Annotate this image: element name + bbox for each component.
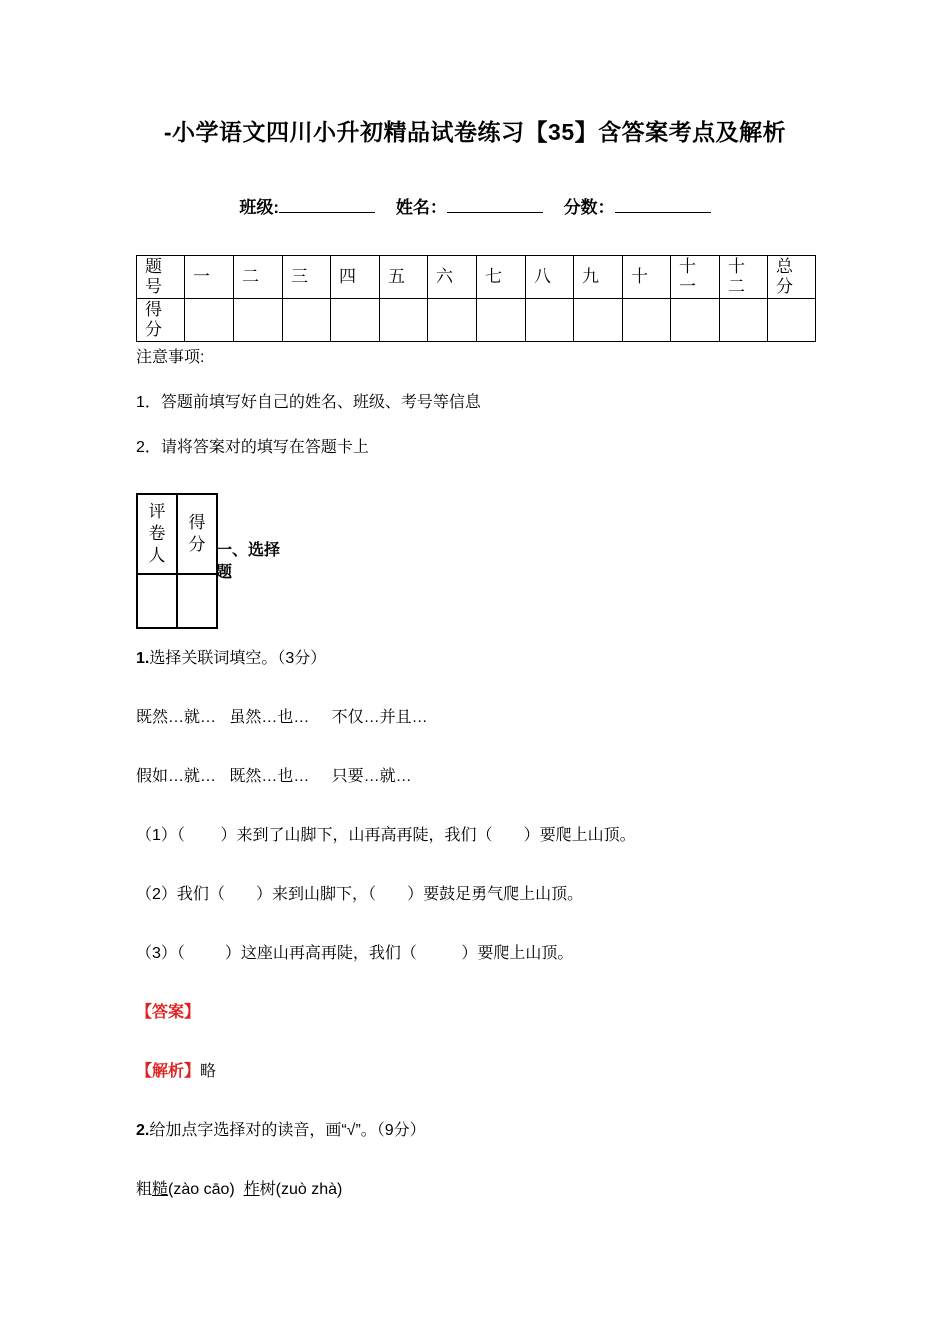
col-header: 五 xyxy=(380,256,428,299)
col-header-11: 十 一 xyxy=(671,256,720,299)
analysis-line xyxy=(136,1058,216,1081)
reviewer-cell[interactable] xyxy=(137,574,177,628)
col-header: 九 xyxy=(574,256,623,299)
score-cell[interactable] xyxy=(283,299,331,342)
score-cell[interactable] xyxy=(428,299,477,342)
score-cell[interactable] xyxy=(526,299,574,342)
score-cell[interactable] xyxy=(574,299,623,342)
question-1-stem: 1.选择关联词填空。（3分） xyxy=(136,650,327,667)
question-number-header: 题 号 xyxy=(137,256,185,299)
col-header: 四 xyxy=(331,256,380,299)
question-1-options-2: 假如…就… 既然…也… 只要…就… xyxy=(136,768,412,785)
student-info-line xyxy=(0,193,950,218)
class-label: 班级: xyxy=(239,198,280,217)
question-2-words: 粗糙(zào cāo) 柞树(zuò zhà) xyxy=(136,1181,343,1198)
score-blank xyxy=(615,198,711,213)
section-heading: 一、选择 题 xyxy=(216,542,281,581)
notes-item-1: 1．答题前填写好自己的姓名、班级、考号等信息 xyxy=(136,394,481,411)
col-header: 七 xyxy=(477,256,526,299)
col-header: 一 xyxy=(185,256,234,299)
grader-box xyxy=(136,493,218,629)
question-2-stem: 2.给加点字选择对的读音，画“√”。（9分） xyxy=(136,1122,426,1139)
col-header: 六 xyxy=(428,256,477,299)
notes-heading: 注意事项: xyxy=(136,349,205,366)
document-title: -小学语文四川小升初精品试卷练习【35】含答案考点及解析 xyxy=(163,119,787,145)
score-table-score-row xyxy=(137,299,816,342)
question-1-sentence-3: （3）（ ）这座山再高再陡，我们（ ）要爬上山顶。 xyxy=(136,945,574,962)
name-blank xyxy=(447,198,543,213)
class-blank xyxy=(279,198,375,213)
question-1-options-1: 既然…就… 虽然…也… 不仅…并且… xyxy=(136,709,428,726)
reviewer-label: 评 卷 人 xyxy=(137,494,177,574)
question-1-sentence-1: （1）（ ）来到了山脚下，山再高再陡，我们（ ）要爬上山顶。 xyxy=(136,827,636,844)
score-cell[interactable] xyxy=(720,299,768,342)
score-cell[interactable] xyxy=(234,299,283,342)
analysis-text: 略 xyxy=(200,1063,217,1080)
score-table xyxy=(136,255,816,342)
score-cell[interactable] xyxy=(671,299,720,342)
score-cell[interactable] xyxy=(623,299,671,342)
score-cell[interactable] xyxy=(768,299,816,342)
score-cell[interactable] xyxy=(477,299,526,342)
dotted-char: 柞 xyxy=(243,1181,260,1198)
score-cell[interactable] xyxy=(185,299,234,342)
total-header: 总 分 xyxy=(768,256,816,299)
score-table-header-row xyxy=(137,256,816,299)
col-header-12: 十 二 xyxy=(720,256,768,299)
col-header: 八 xyxy=(526,256,574,299)
notes-item-2: 2．请将答案对的填写在答题卡上 xyxy=(136,439,369,456)
grader-score-label: 得 分 xyxy=(177,494,217,574)
col-header: 十 xyxy=(623,256,671,299)
col-header: 三 xyxy=(283,256,331,299)
score-label: 分数： xyxy=(563,198,615,217)
col-header: 二 xyxy=(234,256,283,299)
grader-score-cell[interactable] xyxy=(177,574,217,628)
score-cell[interactable] xyxy=(380,299,428,342)
name-label: 姓名： xyxy=(395,198,447,217)
analysis-label: 【解析】 xyxy=(136,1063,201,1080)
score-cell[interactable] xyxy=(331,299,380,342)
answer-label: 【答案】 xyxy=(136,1004,201,1021)
dotted-char: 糙 xyxy=(152,1181,169,1198)
question-1-sentence-2: （2）我们（ ）来到山脚下，（ ）要鼓足勇气爬上山顶。 xyxy=(136,886,584,903)
score-row-header: 得 分 xyxy=(137,299,185,342)
